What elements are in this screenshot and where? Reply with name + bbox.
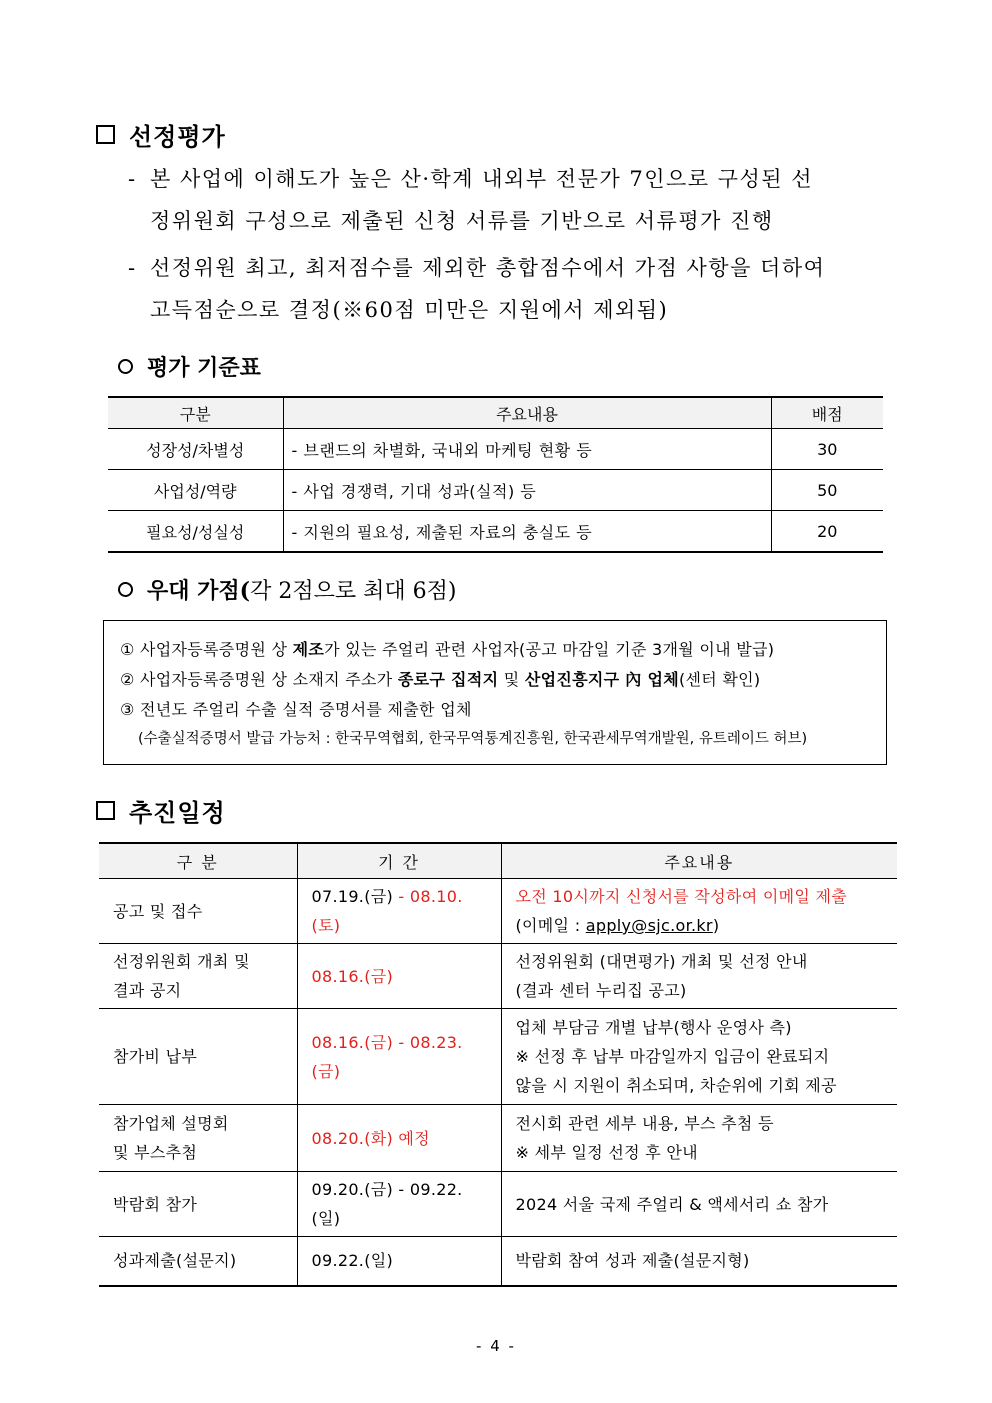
schedule-period: 08.16.(금) - 08.23.(금) <box>297 1009 501 1105</box>
schedule-period: 09.22.(일) <box>297 1237 501 1286</box>
selection-bullet-1: - 본 사업에 이해도가 높은 산·학계 내외부 전문가 7인으로 구성된 선 정위원회 구성으로 제출된 신청 서류를 기반으로 서류평가 진행 <box>128 167 814 233</box>
table-header: 구 분 <box>99 843 297 879</box>
checkbox-square-icon <box>96 801 115 820</box>
table-header: 배점 <box>771 397 883 429</box>
circle-bullet-icon <box>118 582 133 597</box>
schedule-content: 전시회 관련 세부 내용, 부스 추첨 등 ※ 세부 일정 선정 후 안내 <box>501 1105 897 1172</box>
schedule-period: 08.20.(화) 예정 <box>297 1105 501 1172</box>
schedule-content: 업체 부담금 개별 납부(행사 운영사 측) ※ 선정 후 납부 마감일까지 입금이 완료되지 않을 시 지원이 취소되며, 차순위에 기회 제공 <box>501 1009 897 1105</box>
criteria-table <box>108 396 883 553</box>
criteria-score: 20 <box>771 511 883 553</box>
schedule-period: 09.20.(금) - 09.22.(일) <box>297 1172 501 1237</box>
table-row <box>108 470 883 511</box>
table-row <box>99 1009 897 1105</box>
table-row <box>99 879 897 944</box>
circle-bullet-icon <box>118 359 133 374</box>
criteria-content: - 사업 경쟁력, 기대 성과(실적) 등 <box>283 470 771 511</box>
criteria-category: 사업성/역량 <box>108 470 283 511</box>
schedule-table <box>99 842 897 1287</box>
section-selection-header <box>96 117 226 152</box>
section-title: 선정평가 <box>129 122 226 151</box>
table-header-row <box>99 843 897 879</box>
page-number: - 4 - <box>476 1337 516 1355</box>
schedule-category: 참가비 납부 <box>99 1009 297 1105</box>
checkbox-square-icon <box>96 125 115 144</box>
schedule-category: 성과제출(설문지) <box>99 1237 297 1286</box>
table-header: 주요내용 <box>283 397 771 429</box>
criteria-category: 성장성/차별성 <box>108 429 283 470</box>
table-row <box>99 1237 897 1286</box>
criteria-score: 30 <box>771 429 883 470</box>
bonus-header: 우대 가점( 각 2점으로 최대 6점) <box>118 574 456 605</box>
bonus-item-3: ③ 전년도 주얼리 수출 실적 증명서를 제출한 업체 <box>120 700 472 719</box>
criteria-category: 필요성/성실성 <box>108 511 283 553</box>
schedule-content: 선정위원회 (대면평가) 개최 및 선정 안내 (결과 센터 누리집 공고) <box>501 944 897 1009</box>
schedule-category: 선정위원회 개최 및 결과 공지 <box>99 944 297 1009</box>
schedule-period: 07.19.(금) - 08.10.(토) <box>297 879 501 944</box>
criteria-content: - 브랜드의 차별화, 국내외 마케팅 현황 등 <box>283 429 771 470</box>
table-row <box>99 1172 897 1237</box>
schedule-period: 08.16.(금) <box>297 944 501 1009</box>
schedule-content: 박람회 참여 성과 제출(설문지형) <box>501 1237 897 1286</box>
table-row <box>108 429 883 470</box>
bonus-item-1: ① 사업자등록증명원 상 제조가 있는 주얼리 관련 사업자(공고 마감일 기준 3개월 이내 발급) <box>120 640 775 659</box>
section-schedule-header <box>96 793 226 828</box>
schedule-category: 공고 및 접수 <box>99 879 297 944</box>
table-header: 구분 <box>108 397 283 429</box>
table-row <box>99 1105 897 1172</box>
bonus-item-2: ② 사업자등록증명원 상 소재지 주소가 종로구 집적지 및 산업진흥지구 內 업체(센터 확인) <box>120 670 761 689</box>
schedule-category: 박람회 참가 <box>99 1172 297 1237</box>
section-title: 추진일정 <box>129 798 226 827</box>
schedule-content: 오전 10시까지 신청서를 작성하여 이메일 제출 (이메일 : apply@sjc.or.kr) <box>501 879 897 944</box>
bonus-note: (수출실적증명서 발급 가능처 : 한국무역협회, 한국무역통계진흥원, 한국관세무역개발원, 유트레이드 허브) <box>138 731 808 747</box>
table-row <box>99 944 897 1009</box>
table-header: 주요내용 <box>501 843 897 879</box>
table-header-row <box>108 397 883 429</box>
table-row <box>108 511 883 553</box>
schedule-content: 2024 서울 국제 주얼리 & 액세서리 쇼 참가 <box>501 1172 897 1237</box>
table-header: 기 간 <box>297 843 501 879</box>
criteria-score: 50 <box>771 470 883 511</box>
criteria-header: 평가 기준표 <box>118 351 261 382</box>
schedule-category: 참가업체 설명회 및 부스추첨 <box>99 1105 297 1172</box>
selection-bullet-2: - 선정위원 최고, 최저점수를 제외한 총합점수에서 가점 사항을 더하여 고득점순으로 결정(※60점 미만은 지원에서 제외됨) <box>128 256 826 322</box>
email-link[interactable]: apply@sjc.or.kr <box>585 916 713 935</box>
criteria-content: - 지원의 필요성, 제출된 자료의 충실도 등 <box>283 511 771 553</box>
bonus-box <box>103 620 887 765</box>
